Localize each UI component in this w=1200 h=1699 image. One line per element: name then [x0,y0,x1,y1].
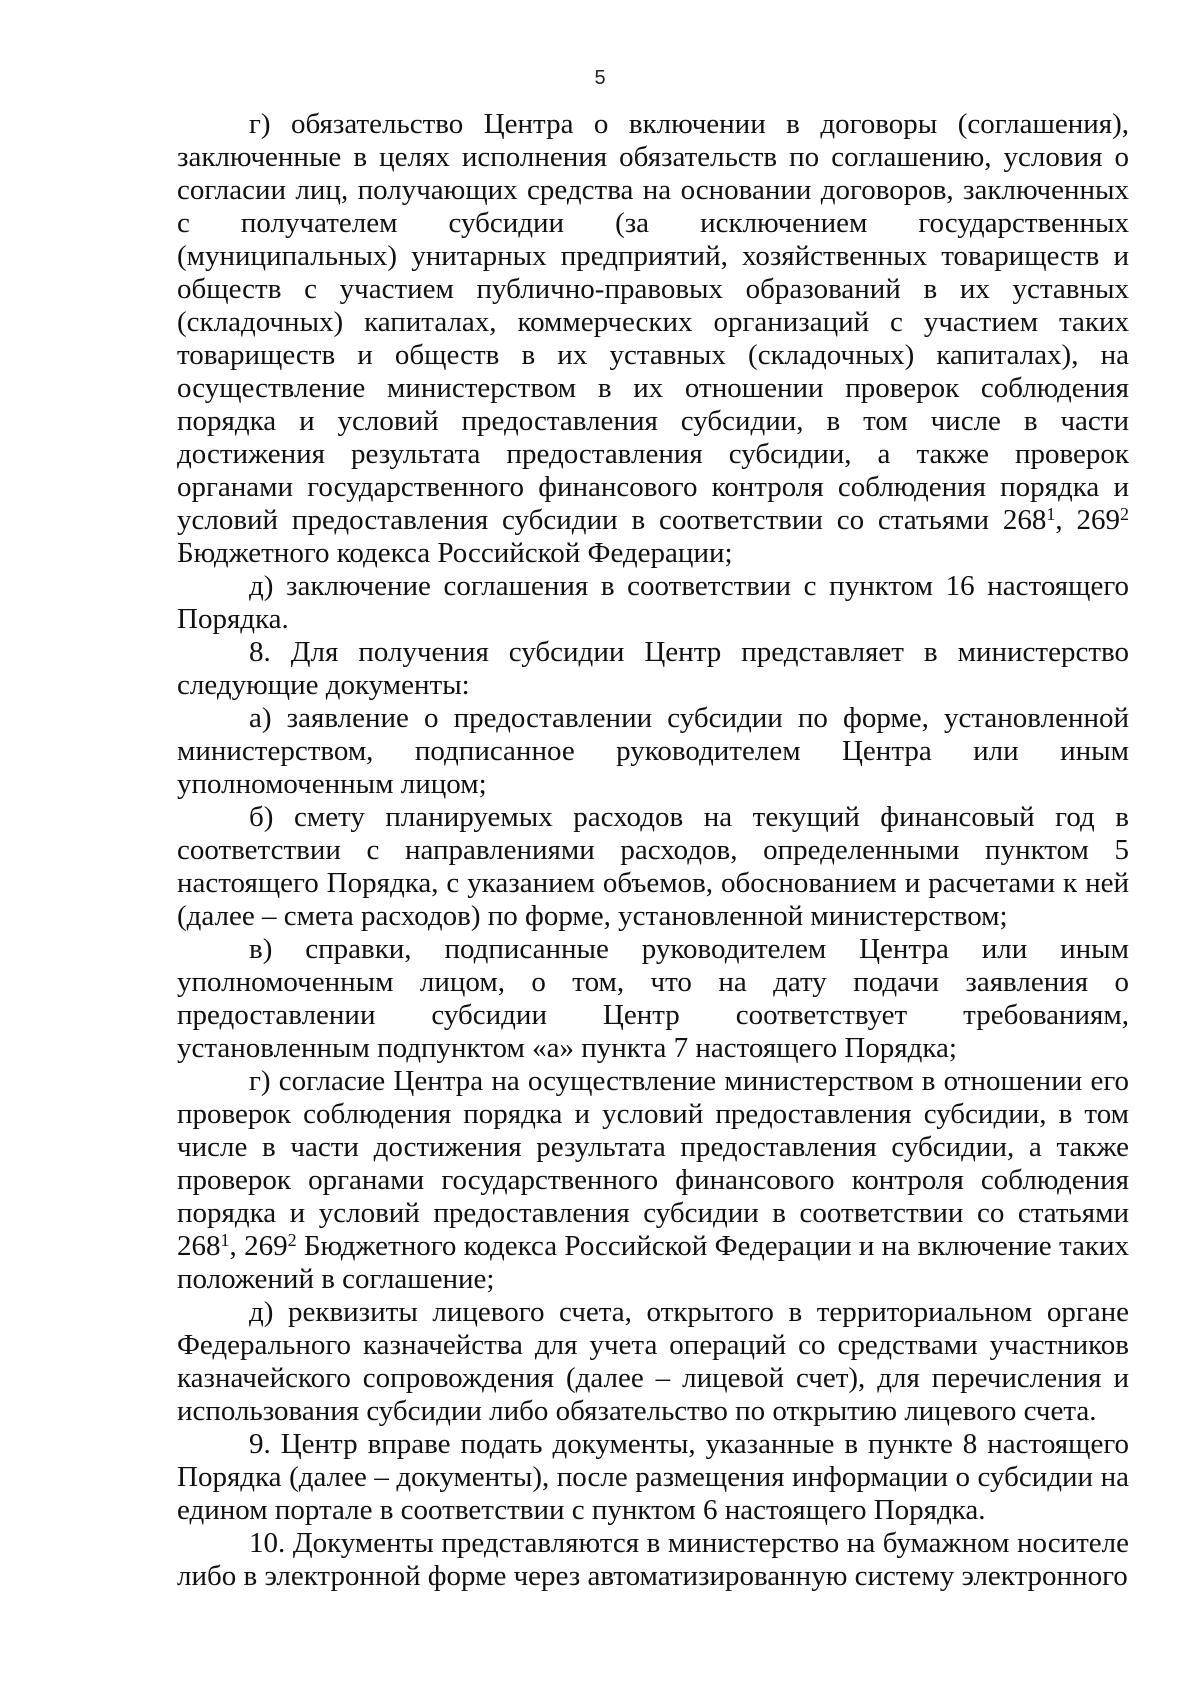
document-body [177,108,1129,1593]
paragraph-text: Бюджетного кодекса Российской Федерации и на включение таких положений в соглашение; [177,1230,1129,1295]
paragraph-8d: д) реквизиты лицевого счета, открытого в территориальном органе Федерального казначейства для учета операций со средствами участников казначейского сопровождения (далее – лицевой счет), для перечисления и использования субсидии либо обязательство по открытию лицевого счета. [177,1296,1129,1427]
superscript: 1 [1046,504,1056,524]
paragraph-text: , 269 [1055,504,1121,536]
paragraph-8g [177,1065,1129,1296]
paragraph-8a: а) заявление о предоставлении субсидии по форме, установленной министерством, подписанное руководителем Центра или иным уполномоченным лицом; [177,702,1129,800]
paragraph-10: 10. Документы представляются в министерство на бумажном носителе либо в электронной форме через автоматизированную систему электронного [177,1527,1129,1592]
paragraph-9: 9. Центр вправе подать документы, указанные в пункте 8 настоящего Порядка (далее – документы), после размещения информации о субсидии на едином портале в соответствии с пунктом 6 настоящего Порядка. [177,1428,1129,1526]
paragraph-d-agreement: д) заключение соглашения в соответствии с пунктом 16 настоящего Порядка. [177,570,1129,635]
superscript: 2 [287,1230,297,1250]
paragraph-text: Бюджетного кодекса Российской Федерации; [177,537,733,569]
paragraph-text: г) обязательство Центра о включении в договоры (соглашения), заключенные в целях исполнения обязательств по соглашению, условия о согласии лиц, получающих средства на основании договоров, заключенных с получателем субсидии (за исключением государственных (муниципальных) унитарных предприятий, хозяйственных товариществ и обществ с участием публично-правовых образований в их уставных (складочных) капиталах, коммерческих организаций с участием таких товариществ и обществ в их уставных (складочных) капиталах), на осуществление министерством в их отношении проверок соблюдения порядка и условий предоставления субсидии, в том числе в части достижения результата предоставления субсидии, а также проверок органами государственного финансового контроля соблюдения порядка и условий предоставления субсидии в соответствии со статьями 268 [177,108,1129,536]
paragraph-8v: в) справки, подписанные руководителем Центра или иным уполномоченным лицом, о том, что на дату подачи заявления о предоставлении субсидии Центр соответствует требованиям, установленным подпунктом «а» пункта 7 настоящего Порядка; [177,933,1129,1064]
paragraph-text: , 269 [229,1230,288,1262]
paragraph-g-obligation [177,108,1129,570]
paragraph-8: 8. Для получения субсидии Центр представляет в министерство следующие документы: [177,636,1129,701]
paragraph-8b: б) смету планируемых расходов на текущий финансовый год в соответствии с направлениями расходов, определенными пунктом 5 настоящего Порядка, с указанием объемов, обоснованием и расчетами к ней (далее – смета расходов) по форме, установленной министерством; [177,801,1129,932]
paragraph-text: г) согласие Центра на осуществление министерством в отношении его проверок соблюдения порядка и условий предоставления субсидии, в том числе в части достижения результата предоставления субсидии, а также проверок органами государственного финансового контроля соблюдения порядка и условий предоставления субсидии в соответствии со статьями 268 [177,1065,1129,1262]
superscript: 2 [1120,504,1130,524]
superscript: 1 [220,1230,230,1250]
page-number: 5 [594,67,606,89]
